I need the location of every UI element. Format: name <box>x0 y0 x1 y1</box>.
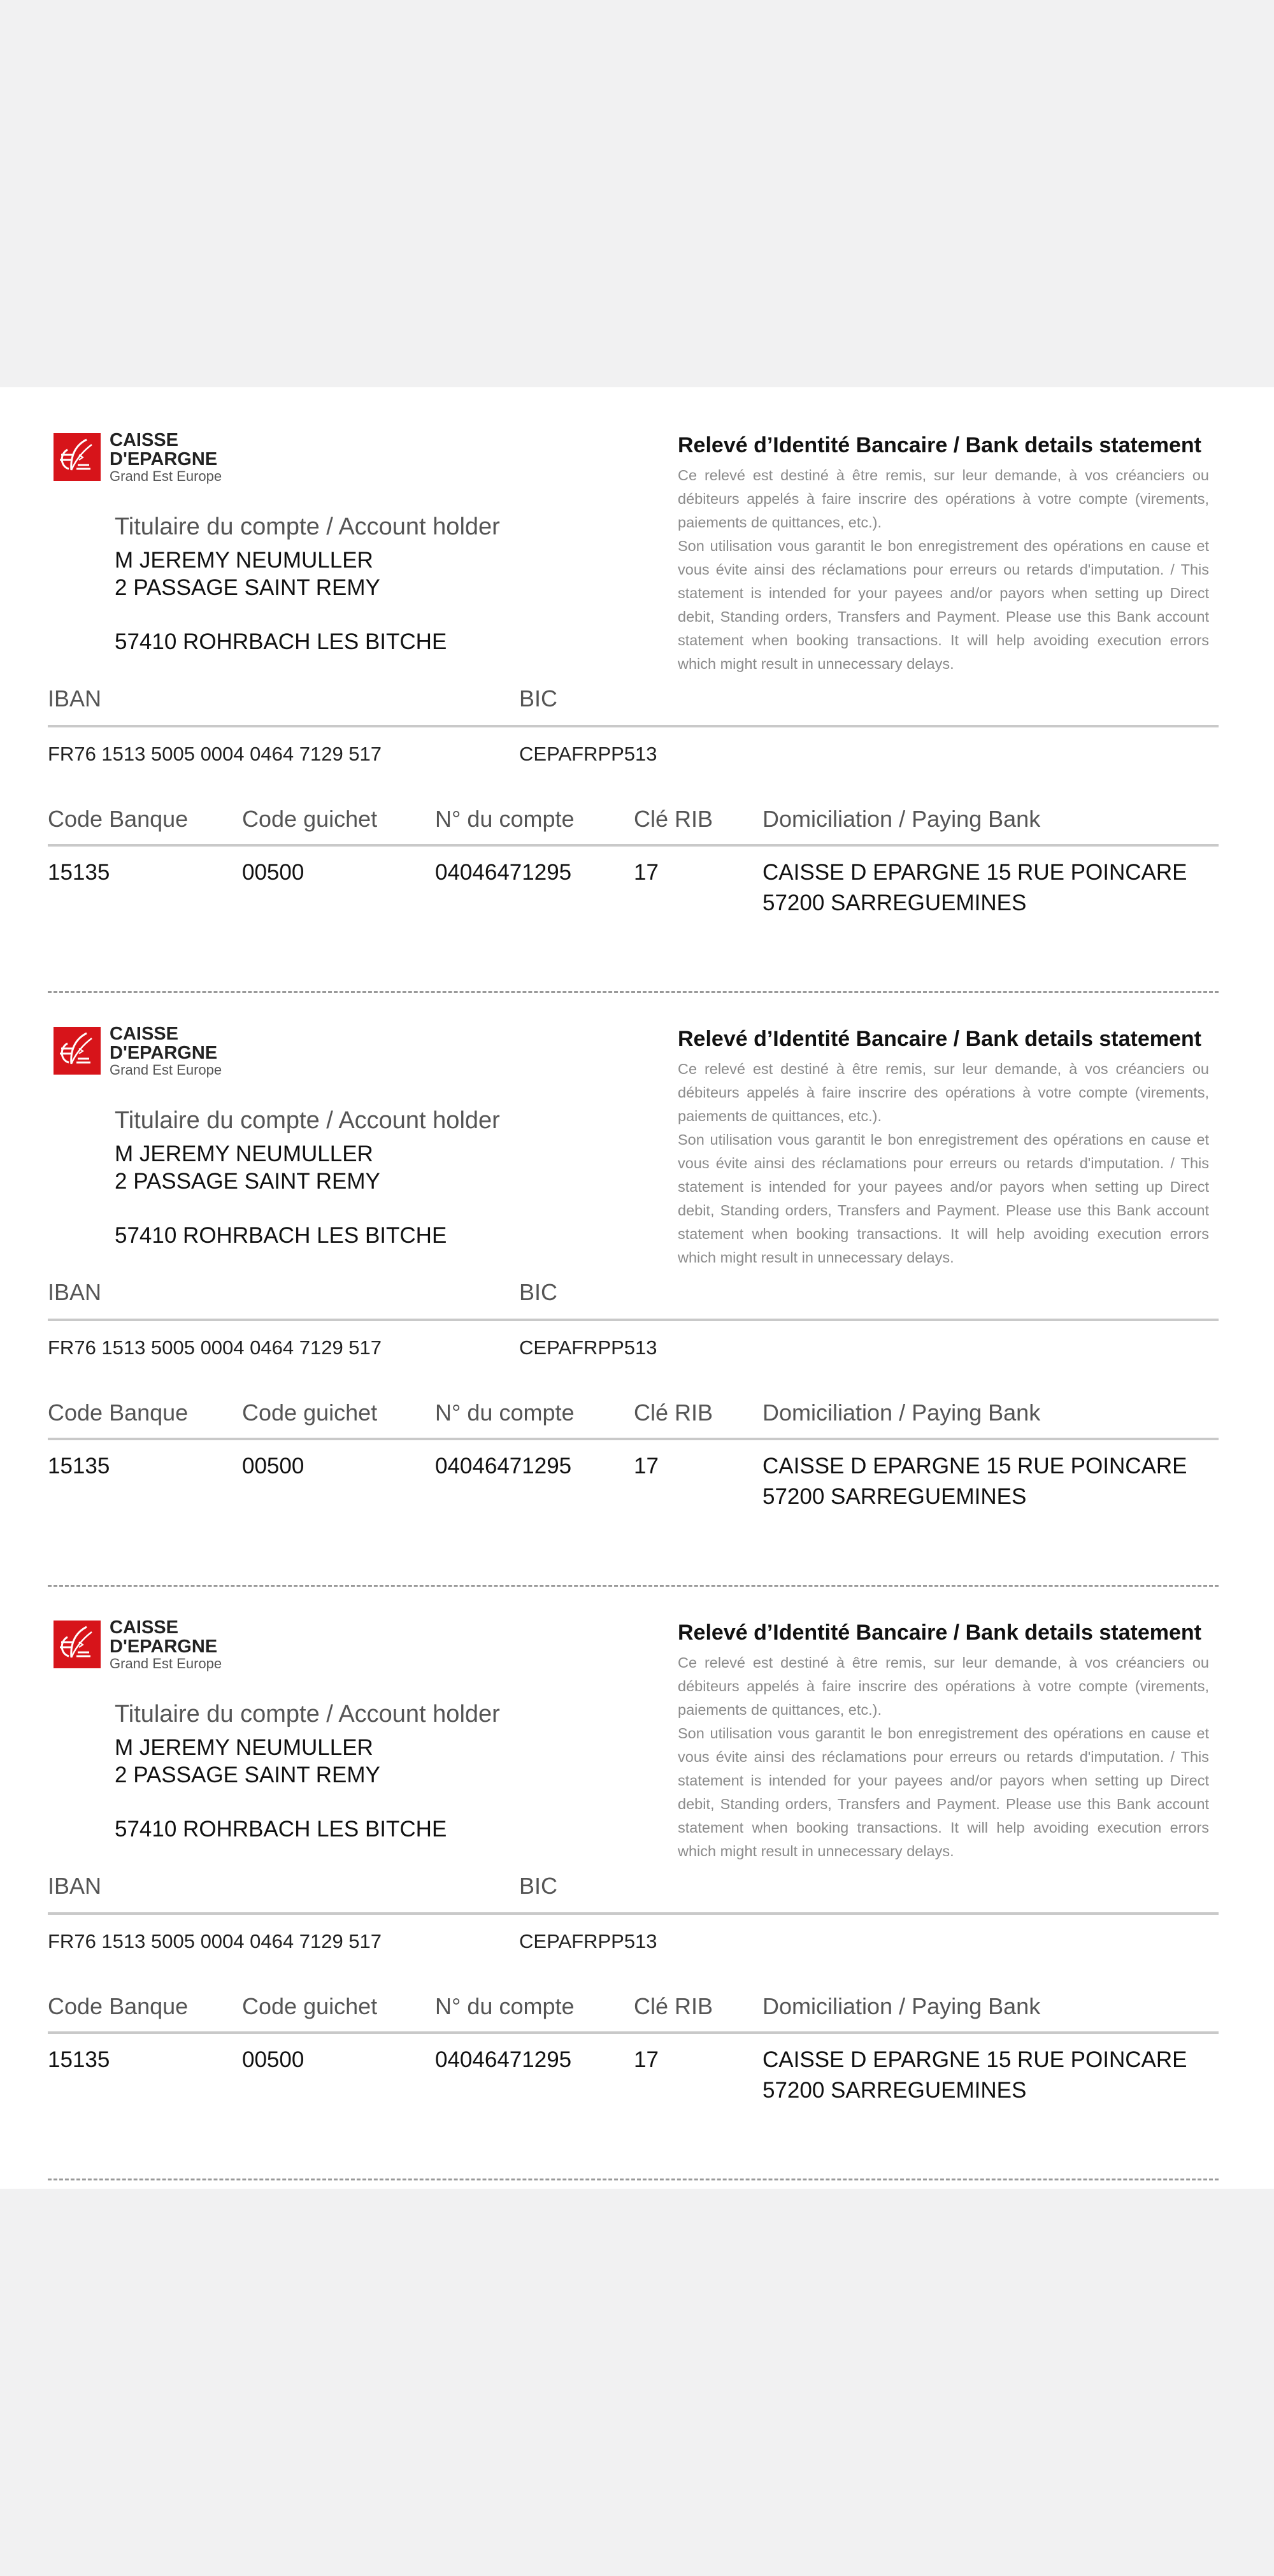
statement-description-fr: Ce relevé est destiné à être remis, sur leur demande, à vos créanciers ou débiteurs appelés à faire inscrire des opérations à votre compte (virements, paiements de quittances, etc.). <box>678 1654 1209 1718</box>
iban-value: FR76 1513 5005 0004 0464 7129 517 <box>48 743 382 765</box>
bank-region: Grand Est Europe <box>110 1062 222 1078</box>
code-banque-value: 15135 <box>48 2047 110 2072</box>
domiciliation-line1: CAISSE D EPARGNE 15 RUE POINCARE <box>762 1454 1187 1478</box>
code-banque-value: 15135 <box>48 1454 110 1478</box>
account-holder-label: Titulaire du compte / Account holder <box>115 1107 500 1134</box>
header-domiciliation: Domiciliation / Paying Bank <box>762 1993 1041 2019</box>
iban-label: IBAN <box>48 1873 102 1899</box>
bic-label: BIC <box>519 1279 558 1305</box>
bic-label: BIC <box>519 1873 558 1899</box>
domiciliation-line2: 57200 SARREGUEMINES <box>762 2078 1027 2103</box>
iban-label: IBAN <box>48 685 102 712</box>
bank-logo-icon <box>54 1621 101 1668</box>
divider <box>48 725 1219 727</box>
bank-logo-icon <box>54 433 101 481</box>
header-cle-rib: Clé RIB <box>634 806 713 832</box>
bank-name-line2: D'EPARGNE <box>110 449 218 469</box>
iban-label: IBAN <box>48 1279 102 1305</box>
iban-value: FR76 1513 5005 0004 0464 7129 517 <box>48 1336 382 1359</box>
bank-name-line1: CAISSE <box>110 1024 178 1044</box>
domiciliation-line2: 57200 SARREGUEMINES <box>762 891 1027 915</box>
statement-description-usage: Son utilisation vous garantit le bon enregistrement des opérations en cause et vous évite ainsi des réclamations pour erreurs ou retards d'imputation. / This statement is intended for your payees and/or payors when setting up Direct debit, Standing orders, Transfers and Payment. Please use this Bank account statement when booking transactions. It will help avoiding execution errors which might result in unnecessary delays. <box>678 1131 1209 1266</box>
statement-description-fr: Ce relevé est destiné à être remis, sur leur demande, à vos créanciers ou débiteurs appelés à faire inscrire des opérations à votre compte (virements, paiements de quittances, etc.). <box>678 467 1209 531</box>
bank-logo-icon <box>54 1027 101 1075</box>
account-holder-address: 2 PASSAGE SAINT REMY <box>115 1763 380 1787</box>
statement-title: Relevé d’Identité Bancaire / Bank details statement <box>678 1621 1201 1645</box>
domiciliation-line1: CAISSE D EPARGNE 15 RUE POINCARE <box>762 2047 1187 2072</box>
cut-line <box>48 1585 1219 1587</box>
bank-region: Grand Est Europe <box>110 1656 222 1671</box>
divider <box>48 844 1219 847</box>
rib-sheet <box>0 387 1274 2189</box>
divider <box>48 1319 1219 1321</box>
statement-title: Relevé d’Identité Bancaire / Bank details statement <box>678 1027 1201 1051</box>
numero-compte-value: 04046471295 <box>435 2047 572 2072</box>
divider <box>48 1912 1219 1915</box>
header-code-banque: Code Banque <box>48 1399 189 1426</box>
code-banque-value: 15135 <box>48 860 110 885</box>
account-holder-address: 2 PASSAGE SAINT REMY <box>115 1169 380 1194</box>
header-numero-compte: N° du compte <box>435 806 575 832</box>
account-holder-label: Titulaire du compte / Account holder <box>115 1701 500 1728</box>
statement-title: Relevé d’Identité Bancaire / Bank details statement <box>678 433 1201 457</box>
header-domiciliation: Domiciliation / Paying Bank <box>762 806 1041 832</box>
statement-description <box>678 1651 1209 1863</box>
rib-copy <box>0 994 1274 1587</box>
header-numero-compte: N° du compte <box>435 1399 575 1426</box>
statement-description-usage: Son utilisation vous garantit le bon enregistrement des opérations en cause et vous évite ainsi des réclamations pour erreurs ou retards d'imputation. / This statement is intended for your payees and/or payors when setting up Direct debit, Standing orders, Transfers and Payment. Please use this Bank account statement when booking transactions. It will help avoiding execution errors which might result in unnecessary delays. <box>678 1725 1209 1859</box>
divider <box>48 2031 1219 2034</box>
statement-description <box>678 464 1209 676</box>
account-holder-name: M JEREMY NEUMULLER <box>115 548 373 573</box>
bic-value: CEPAFRPP513 <box>519 1336 657 1359</box>
iban-value: FR76 1513 5005 0004 0464 7129 517 <box>48 1930 382 1952</box>
account-holder-address: 2 PASSAGE SAINT REMY <box>115 575 380 600</box>
domiciliation-line1: CAISSE D EPARGNE 15 RUE POINCARE <box>762 860 1187 885</box>
statement-description-usage: Son utilisation vous garantit le bon enregistrement des opérations en cause et vous évite ainsi des réclamations pour erreurs ou retards d'imputation. / This statement is intended for your payees and/or payors when setting up Direct debit, Standing orders, Transfers and Payment. Please use this Bank account statement when booking transactions. It will help avoiding execution errors which might result in unnecessary delays. <box>678 538 1209 672</box>
account-holder-city: 57410 ROHRBACH LES BITCHE <box>115 1817 447 1842</box>
numero-compte-value: 04046471295 <box>435 860 572 885</box>
header-code-guichet: Code guichet <box>242 1399 378 1426</box>
domiciliation-line2: 57200 SARREGUEMINES <box>762 1484 1027 1509</box>
divider <box>48 1438 1219 1440</box>
code-guichet-value: 00500 <box>242 860 304 885</box>
cut-line <box>48 991 1219 993</box>
numero-compte-value: 04046471295 <box>435 1454 572 1478</box>
cle-rib-value: 17 <box>634 2047 659 2072</box>
header-code-guichet: Code guichet <box>242 1993 378 2019</box>
header-code-banque: Code Banque <box>48 806 189 832</box>
header-cle-rib: Clé RIB <box>634 1399 713 1426</box>
statement-description <box>678 1057 1209 1270</box>
bic-label: BIC <box>519 685 558 712</box>
cut-line <box>48 2179 1219 2180</box>
account-holder-label: Titulaire du compte / Account holder <box>115 513 500 540</box>
cle-rib-value: 17 <box>634 860 659 885</box>
bank-name-line1: CAISSE <box>110 430 178 450</box>
cle-rib-value: 17 <box>634 1454 659 1478</box>
header-domiciliation: Domiciliation / Paying Bank <box>762 1399 1041 1426</box>
header-cle-rib: Clé RIB <box>634 1993 713 2019</box>
bic-value: CEPAFRPP513 <box>519 743 657 765</box>
rib-copy <box>0 400 1274 994</box>
code-guichet-value: 00500 <box>242 2047 304 2072</box>
rib-copy <box>0 1587 1274 2181</box>
bic-value: CEPAFRPP513 <box>519 1930 657 1952</box>
bank-name-line2: D'EPARGNE <box>110 1636 218 1657</box>
header-code-guichet: Code guichet <box>242 806 378 832</box>
account-holder-name: M JEREMY NEUMULLER <box>115 1141 373 1166</box>
account-holder-city: 57410 ROHRBACH LES BITCHE <box>115 629 447 654</box>
header-numero-compte: N° du compte <box>435 1993 575 2019</box>
bank-region: Grand Est Europe <box>110 468 222 484</box>
bank-name-line2: D'EPARGNE <box>110 1043 218 1063</box>
account-holder-city: 57410 ROHRBACH LES BITCHE <box>115 1223 447 1248</box>
statement-description-fr: Ce relevé est destiné à être remis, sur leur demande, à vos créanciers ou débiteurs appelés à faire inscrire des opérations à votre compte (virements, paiements de quittances, etc.). <box>678 1061 1209 1124</box>
code-guichet-value: 00500 <box>242 1454 304 1478</box>
header-code-banque: Code Banque <box>48 1993 189 2019</box>
account-holder-name: M JEREMY NEUMULLER <box>115 1735 373 1760</box>
bank-name-line1: CAISSE <box>110 1617 178 1638</box>
